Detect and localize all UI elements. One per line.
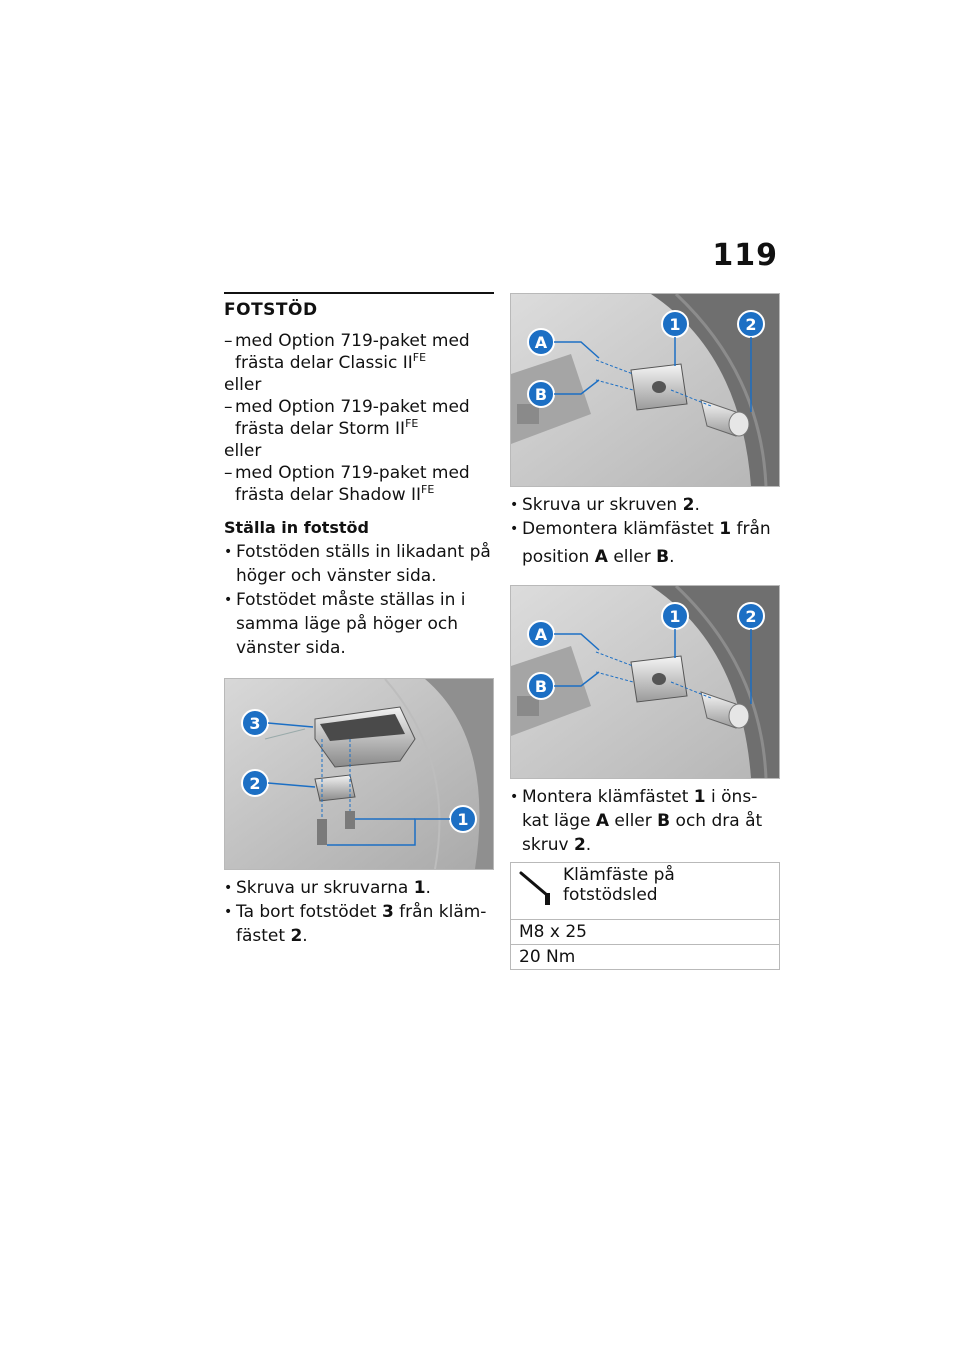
adjust-bullet — [224, 540, 494, 588]
section-title: FOTSTÖD — [224, 300, 318, 320]
bullet-dot: • — [224, 544, 233, 560]
option-line: med Option 719-paket med — [235, 463, 470, 483]
left-column — [224, 292, 494, 948]
bullet-line: Fotstöden ställs in likadant på — [236, 542, 491, 562]
option-line: frästa delar Storm II — [235, 419, 406, 439]
step-text: . — [425, 878, 431, 898]
option-item — [224, 462, 494, 506]
callout-1 — [662, 603, 688, 629]
step-ref: 2 — [682, 495, 695, 515]
bullet-dot: • — [224, 592, 233, 608]
callout-label: 1 — [457, 810, 469, 829]
bullet-dot: • — [224, 904, 233, 920]
bullet-dot: • — [510, 789, 519, 805]
callout-label: 2 — [745, 607, 757, 626]
callout-label: 2 — [745, 315, 757, 334]
step-text: Skruva ur skruven — [522, 495, 683, 515]
bullet-dot: • — [224, 880, 233, 896]
clamp-figure-remove — [510, 293, 780, 487]
option-line: frästa delar Shadow II — [235, 485, 422, 505]
callout-label: 1 — [669, 607, 681, 626]
callout-label: B — [534, 385, 548, 404]
torque-wrench-icon — [517, 869, 557, 909]
callout-label: A — [534, 333, 548, 352]
bullet-line: höger och vänster sida. — [236, 566, 437, 586]
callout-2 — [738, 311, 764, 337]
step-ref: 2 — [290, 926, 303, 946]
section-rule — [224, 292, 494, 294]
bullet-dot: • — [510, 497, 519, 513]
step-text: . — [694, 495, 700, 515]
or-text: eller — [224, 441, 262, 461]
step-text: skruv — [522, 835, 574, 855]
clamp-figure-install — [510, 585, 780, 779]
step-text: eller — [609, 811, 658, 831]
callout-label: 2 — [249, 774, 261, 793]
step-text: Demontera klämfästet — [522, 519, 720, 539]
page-number: 119 — [712, 238, 778, 273]
step-bullet — [224, 876, 494, 900]
footrest-figure — [224, 678, 494, 870]
step-bullet — [510, 517, 780, 569]
dash-marker: – — [224, 463, 233, 483]
step-text: . — [669, 547, 675, 567]
clamp-illustration — [511, 294, 779, 486]
dash-marker: – — [224, 397, 233, 417]
step-text: i öns- — [705, 787, 758, 807]
callout-1 — [662, 311, 688, 337]
step-text: från — [731, 519, 771, 539]
option-item — [224, 396, 494, 440]
option-sup: FE — [421, 483, 435, 496]
step-ref: B — [657, 811, 671, 831]
callout-b — [528, 381, 554, 407]
step-ref: 3 — [381, 902, 394, 922]
option-item — [224, 330, 494, 374]
step-ref: B — [656, 547, 670, 567]
torque-spec-title: Klämfäste på fotstödsled — [563, 865, 675, 905]
step-ref: A — [594, 547, 608, 567]
step-ref: 1 — [413, 878, 426, 898]
step-text: . — [585, 835, 592, 855]
callout-2 — [242, 770, 268, 796]
bullet-line: Fotstödet måste ställas in i — [236, 590, 466, 610]
step-text: Ta bort fotstödet — [236, 902, 382, 922]
step-text: fästet — [236, 926, 291, 946]
footrest-illustration — [225, 679, 493, 869]
callout-label: 1 — [669, 315, 681, 334]
step-text: . — [302, 926, 308, 946]
callout-a — [528, 621, 554, 647]
step-text: och dra åt — [670, 811, 763, 831]
torque-spec-table — [510, 862, 780, 970]
option-line: med Option 719-paket med — [235, 397, 470, 417]
right-column — [510, 293, 780, 970]
callout-b — [528, 673, 554, 699]
step-bullet — [510, 493, 780, 517]
callout-2 — [738, 603, 764, 629]
torque-spec-value: 20 Nm — [511, 945, 780, 970]
step-text: Montera klämfästet — [522, 787, 694, 807]
torque-spec-header — [511, 863, 780, 920]
callout-label: 3 — [249, 714, 261, 733]
step-text: kat läge — [522, 811, 596, 831]
adjust-bullet — [224, 588, 494, 660]
callout-label: B — [534, 677, 548, 696]
bullet-dot: • — [510, 521, 519, 537]
option-line: med Option 719-paket med — [235, 331, 470, 351]
bullet-line: samma läge på höger och — [236, 614, 458, 634]
bullet-line: vänster sida. — [236, 638, 346, 658]
torque-spec-size: M8 x 25 — [511, 920, 780, 945]
option-sup: FE — [412, 351, 427, 364]
option-line: frästa delar Classic II — [235, 353, 413, 373]
step-ref: 1 — [719, 519, 732, 539]
adjust-heading: Ställa in fotstöd — [224, 518, 369, 537]
step-ref: 2 — [573, 835, 586, 855]
step-text: eller — [607, 547, 657, 567]
step-text: från kläm- — [393, 902, 487, 922]
step-ref: A — [595, 811, 609, 831]
option-sup: FE — [405, 417, 419, 430]
callout-3 — [242, 710, 268, 736]
clamp-illustration — [511, 586, 779, 778]
callout-1 — [450, 806, 476, 832]
dash-marker: – — [224, 331, 233, 351]
callout-a — [528, 329, 554, 355]
option-list — [224, 330, 494, 506]
step-text: Skruva ur skruvarna — [236, 878, 414, 898]
step-ref: 1 — [693, 787, 706, 807]
callout-label: A — [534, 625, 548, 644]
step-text: position — [522, 547, 595, 567]
or-text: eller — [224, 375, 262, 395]
step-bullet — [224, 900, 494, 948]
step-bullet — [510, 785, 780, 857]
